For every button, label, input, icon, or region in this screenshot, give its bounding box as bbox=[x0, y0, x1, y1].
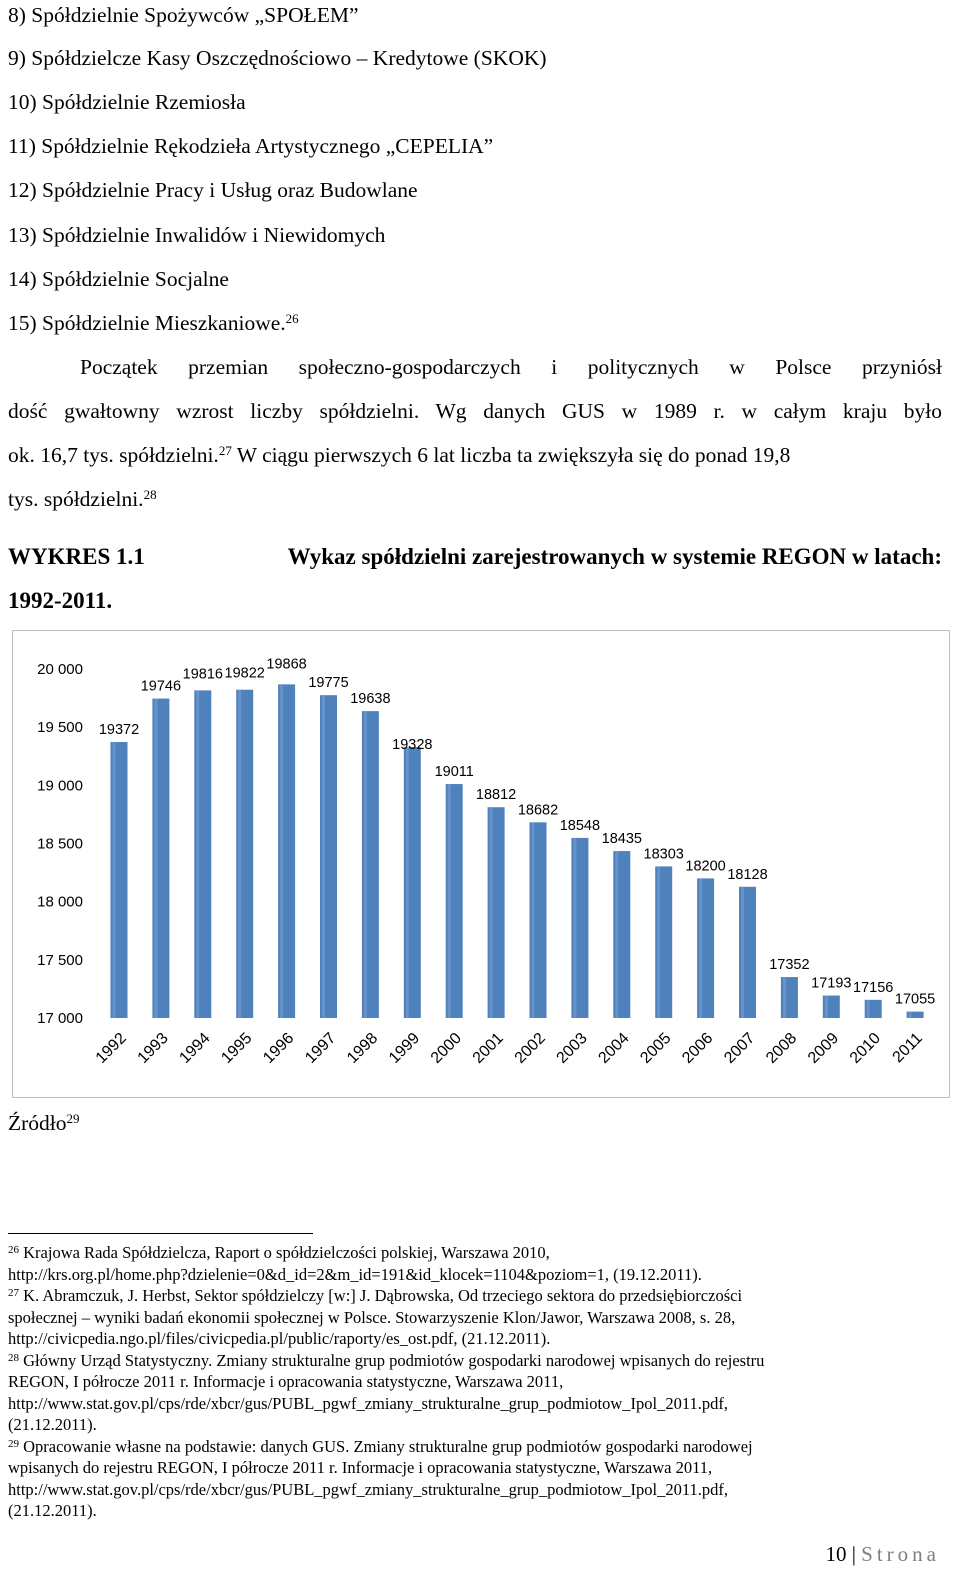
list-item: 9) Spółdzielcze Kasy Oszczędnościowo – Kredytowe (SKOK) bbox=[8, 46, 547, 70]
data-label: 19011 bbox=[434, 764, 474, 781]
data-label: 19822 bbox=[224, 665, 265, 682]
list-item bbox=[8, 310, 299, 336]
footnote-divider bbox=[8, 1233, 313, 1234]
list-item: 14) Spółdzielnie Socjalne bbox=[8, 267, 229, 291]
list-item: 12) Spółdzielnie Pracy i Usług oraz Budowlane bbox=[8, 178, 418, 202]
figure-heading bbox=[8, 543, 942, 615]
chart-bar-highlight bbox=[573, 838, 576, 1018]
footnote-text: http://krs.org.pl/home.php?dzielenie=0&d_id=2&m_id=191&id_klocek=1104&poziom=1, (19.12.2011). bbox=[8, 1264, 702, 1284]
chart-svg bbox=[13, 631, 951, 1099]
data-label: 18548 bbox=[559, 817, 601, 834]
footnote bbox=[8, 1285, 948, 1350]
data-label: 18812 bbox=[475, 787, 517, 804]
page-number-word: Strona bbox=[861, 1542, 940, 1566]
footnote-text: wpisanych do rejestru REGON, I półrocze 2011 r. Informacje i opracowania statystyczne, Warszawa 2011, bbox=[8, 1458, 713, 1477]
footnote-number: 26 bbox=[8, 1244, 19, 1256]
footnotes bbox=[8, 1242, 948, 1522]
x-tick-label: 1995 bbox=[218, 1029, 256, 1067]
chart-bar-highlight bbox=[154, 699, 157, 1018]
footnote-text: Opracowanie własne na podstawie: danych GUS. Zmiany strukturalne grup podmiotów gospodarki narodowej bbox=[19, 1436, 753, 1456]
footnote-text: REGON, I półrocze 2011 r. Informacje i opracowania statystyczne, Warszawa 2011, bbox=[8, 1372, 564, 1391]
y-tick-label: 19 000 bbox=[37, 777, 83, 795]
x-tick-label: 2002 bbox=[511, 1029, 549, 1067]
chart-bar-highlight bbox=[280, 684, 283, 1018]
chart-bar-highlight bbox=[615, 851, 618, 1018]
paragraph-text: W ciągu pierwszych 6 lat liczba ta zwiększyła się do ponad 19,8 bbox=[231, 443, 791, 467]
list-item: 8) Spółdzielnie Spożywców „SPOŁEM” bbox=[8, 3, 359, 27]
list-item: 11) Spółdzielnie Rękodzieła Artystycznego „CEPELIA” bbox=[8, 134, 494, 158]
data-label: 19328 bbox=[392, 737, 433, 754]
footnote-number: 27 bbox=[8, 1287, 19, 1299]
x-tick-label: 1993 bbox=[134, 1029, 172, 1067]
x-tick-label: 1992 bbox=[92, 1029, 130, 1067]
y-tick-label: 17 000 bbox=[37, 1010, 83, 1027]
x-tick-label: 2004 bbox=[595, 1029, 633, 1067]
chart-bar-highlight bbox=[448, 784, 451, 1018]
chart-bar-highlight bbox=[825, 996, 828, 1018]
figure-title: Wykaz spółdzielni zarejestrowanych w systemie REGON w latach: bbox=[287, 544, 942, 569]
chart-bar-highlight bbox=[699, 878, 702, 1018]
data-label: 19868 bbox=[266, 656, 307, 673]
paragraph-line: Początek przemian społeczno-gospodarczych i politycznych w Polsce przyniósł bbox=[80, 355, 942, 379]
chart-bar-highlight bbox=[909, 1012, 912, 1018]
x-tick-label: 2011 bbox=[889, 1029, 926, 1067]
page-number bbox=[825, 1542, 940, 1567]
footnote-ref: 27 bbox=[218, 443, 232, 458]
list-item-text: 15) Spółdzielnie Mieszkaniowe. bbox=[8, 311, 286, 335]
footnote-text: (21.12.2011). bbox=[8, 1501, 97, 1520]
chart-bar-highlight bbox=[867, 1000, 870, 1018]
paragraph-text: ok. 16,7 tys. spółdzielni. bbox=[8, 443, 219, 467]
footnote-text: Krajowa Rada Spółdzielcza, Raport o spółdzielczości polskiej, Warszawa 2010, bbox=[19, 1243, 550, 1262]
data-label: 17055 bbox=[894, 991, 936, 1008]
figure-source bbox=[8, 1110, 80, 1136]
x-tick-label: 2001 bbox=[469, 1029, 507, 1067]
data-label: 19775 bbox=[308, 675, 349, 692]
y-tick-label: 17 500 bbox=[37, 951, 83, 969]
data-label: 17193 bbox=[811, 975, 852, 992]
footnote-number: 28 bbox=[8, 1351, 19, 1364]
chart-bar-highlight bbox=[406, 747, 409, 1018]
data-label: 19816 bbox=[182, 666, 223, 683]
x-tick-label: 1999 bbox=[385, 1029, 424, 1067]
y-tick-label: 20 000 bbox=[37, 661, 83, 678]
x-tick-label: 2008 bbox=[763, 1029, 801, 1067]
y-tick-label: 18 500 bbox=[37, 835, 83, 853]
paragraph-line bbox=[8, 442, 942, 468]
source-label: Źródło bbox=[8, 1111, 67, 1135]
footnote-text: społecznej – wyniki badań ekonomii społecznej w Polsce. Stowarzyszenie Klon/Jawor, Warszawa 2008, s. 28, bbox=[8, 1307, 736, 1327]
footnote-ref: 26 bbox=[285, 311, 299, 326]
x-tick-label: 1997 bbox=[302, 1029, 340, 1067]
page-number-separator: | bbox=[851, 1542, 856, 1566]
data-label: 18435 bbox=[601, 831, 642, 848]
y-tick-label: 18 000 bbox=[37, 893, 83, 911]
x-tick-label: 1998 bbox=[344, 1029, 382, 1067]
chart-bar-highlight bbox=[196, 690, 199, 1018]
data-label: 19638 bbox=[350, 691, 391, 708]
data-label: 19372 bbox=[98, 722, 140, 739]
paragraph-text: tys. spółdzielni. bbox=[8, 487, 144, 511]
x-tick-label: 2009 bbox=[804, 1029, 843, 1067]
x-tick-label: 2007 bbox=[721, 1029, 759, 1067]
data-label: 17352 bbox=[769, 957, 810, 974]
chart-bar-highlight bbox=[532, 822, 535, 1018]
x-tick-label: 2003 bbox=[553, 1029, 591, 1067]
footnote-text: http://civicpedia.ngo.pl/files/civicpedia.pl/public/raporty/es_ost.pdf, (21.12.2011). bbox=[8, 1329, 551, 1348]
list-item: 13) Spółdzielnie Inwalidów i Niewidomych bbox=[8, 223, 386, 247]
paragraph-line bbox=[8, 486, 157, 512]
footnote-number: 29 bbox=[8, 1437, 19, 1450]
data-label: 18303 bbox=[643, 846, 684, 863]
data-label: 17156 bbox=[853, 979, 894, 996]
chart-bar-highlight bbox=[783, 977, 786, 1018]
figure-label: WYKRES 1.1 bbox=[8, 544, 145, 569]
footnote-ref: 29 bbox=[66, 1111, 80, 1126]
chart-bar-highlight bbox=[364, 711, 367, 1018]
chart-bar-highlight bbox=[238, 690, 241, 1018]
footnote bbox=[8, 1350, 948, 1436]
footnote bbox=[8, 1242, 948, 1285]
data-label: 18682 bbox=[517, 802, 559, 819]
data-label: 18128 bbox=[727, 866, 768, 883]
paragraph-line: dość gwałtowny wzrost liczby spółdzielni. Wg danych GUS w 1989 r. w całym kraju było bbox=[8, 399, 942, 423]
footnote-text: Główny Urząd Statystyczny. Zmiany strukturalne grup podmiotów gospodarki narodowej wpisanych do rejestru bbox=[19, 1350, 765, 1370]
footnote-ref: 28 bbox=[143, 487, 157, 502]
x-tick-label: 2005 bbox=[637, 1029, 675, 1067]
footnote-text: http://www.stat.gov.pl/cps/rde/xbcr/gus/PUBL_pgwf_zmiany_strukturalne_grup_podmiotow_Ipol_2011.pdf, bbox=[8, 1393, 728, 1413]
list-item: 10) Spółdzielnie Rzemiosła bbox=[8, 90, 246, 114]
x-tick-label: 2006 bbox=[679, 1029, 717, 1067]
data-label: 18200 bbox=[685, 858, 726, 875]
chart-bar-highlight bbox=[657, 866, 660, 1018]
footnote-text: (21.12.2011). bbox=[8, 1415, 97, 1434]
y-tick-label: 19 500 bbox=[37, 719, 83, 737]
bar-chart bbox=[12, 630, 950, 1098]
chart-bar-highlight bbox=[490, 807, 493, 1018]
x-tick-label: 1994 bbox=[176, 1029, 214, 1067]
figure-title-cont: 1992-2011. bbox=[8, 588, 113, 613]
page-number-value: 10 bbox=[825, 1542, 847, 1566]
footnote bbox=[8, 1436, 948, 1522]
x-tick-label: 2010 bbox=[846, 1029, 885, 1067]
chart-bar-highlight bbox=[322, 695, 325, 1018]
footnote-text: K. Abramczuk, J. Herbst, Sektor spółdzielczy [w:] J. Dąbrowska, Od trzeciego sektora do przedsiębiorczości bbox=[19, 1286, 743, 1305]
footnote-text: http://www.stat.gov.pl/cps/rde/xbcr/gus/PUBL_pgwf_zmiany_strukturalne_grup_podmiotow_Ipol_2011.pdf, bbox=[8, 1479, 728, 1499]
data-label: 19746 bbox=[140, 678, 182, 695]
chart-bar-highlight bbox=[741, 887, 744, 1018]
x-tick-label: 2000 bbox=[427, 1029, 466, 1067]
chart-bar-highlight bbox=[113, 742, 116, 1018]
x-tick-label: 1996 bbox=[260, 1029, 298, 1067]
